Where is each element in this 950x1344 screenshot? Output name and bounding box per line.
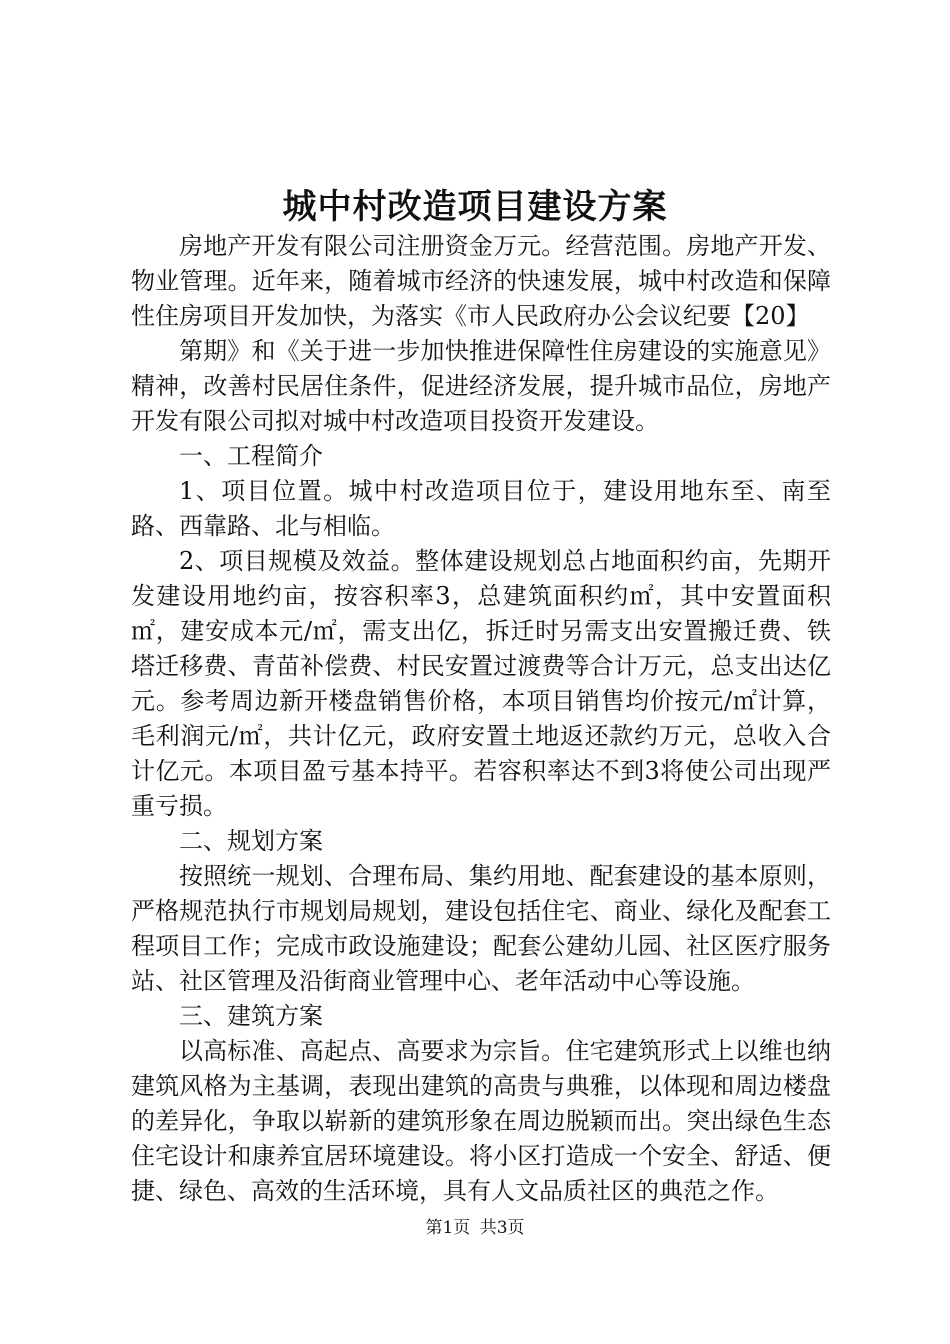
body-paragraph: 1、项目位置。城中村改造项目位于，建设用地东至、南至路、西靠路、北与相临。 bbox=[131, 477, 831, 540]
body-paragraph: 第期》和《关于进一步加快推进保障性住房建设的实施意见》精神，改善村民居住条件，促进经济发展，提升城市品位，房地产开发有限公司拟对城中村改造项目投资开发建设。 bbox=[131, 337, 831, 435]
page-number: 第1页 bbox=[425, 1218, 471, 1238]
body-paragraph: 2、项目规模及效益。整体建设规划总占地面积约亩，先期开发建设用地约亩，按容积率3，总建筑面积约㎡，其中安置面积㎡，建安成本元/㎡，需支出亿，拆迁时另需支出安置搬迁费、铁塔迁移费、青苗补偿费、村民安置过渡费等合计万元，总支出达亿元。参考周边新开楼盘销售价格，本项目销售均价按元/㎡计算，毛利润元/㎡，共计亿元，政府安置土地返还款约万元，总收入合计亿元。本项目盈亏基本持平。若容积率达不到3将使公司出现严重亏损。 bbox=[131, 547, 831, 820]
section-heading: 三、建筑方案 bbox=[179, 1002, 323, 1030]
body-paragraph: 房地产开发有限公司注册资金万元。经营范围。房地产开发、物业管理。近年来，随着城市经济的快速发展，城中村改造和保障性住房项目开发加快，为落实《市人民政府办公会议纪要【20】 bbox=[131, 232, 831, 330]
body-paragraph: 按照统一规划、合理布局、集约用地、配套建设的基本原则，严格规范执行市规划局规划，建设包括住宅、商业、绿化及配套工程项目工作；完成市政设施建设；配套公建幼儿园、社区医疗服务站、社区管理及沿街商业管理中心、老年活动中心等设施。 bbox=[131, 862, 831, 995]
section-heading: 一、工程简介 bbox=[179, 442, 323, 470]
document-title: 城中村改造项目建设方案 bbox=[282, 187, 668, 227]
document-body bbox=[131, 229, 831, 1209]
page-total: 共3页 bbox=[479, 1218, 525, 1238]
section-heading: 二、规划方案 bbox=[179, 827, 323, 855]
body-paragraph: 以高标准、高起点、高要求为宗旨。住宅建筑形式上以维也纳建筑风格为主基调，表现出建筑的高贵与典雅，以体现和周边楼盘的差异化，争取以崭新的建筑形象在周边脱颖而出。突出绿色生态住宅设计和康养宜居环境建设。将小区打造成一个安全、舒适、便捷、绿色、高效的生活环境，具有人文品质社区的典范之作。 bbox=[131, 1037, 831, 1205]
page-footer bbox=[0, 1216, 950, 1240]
